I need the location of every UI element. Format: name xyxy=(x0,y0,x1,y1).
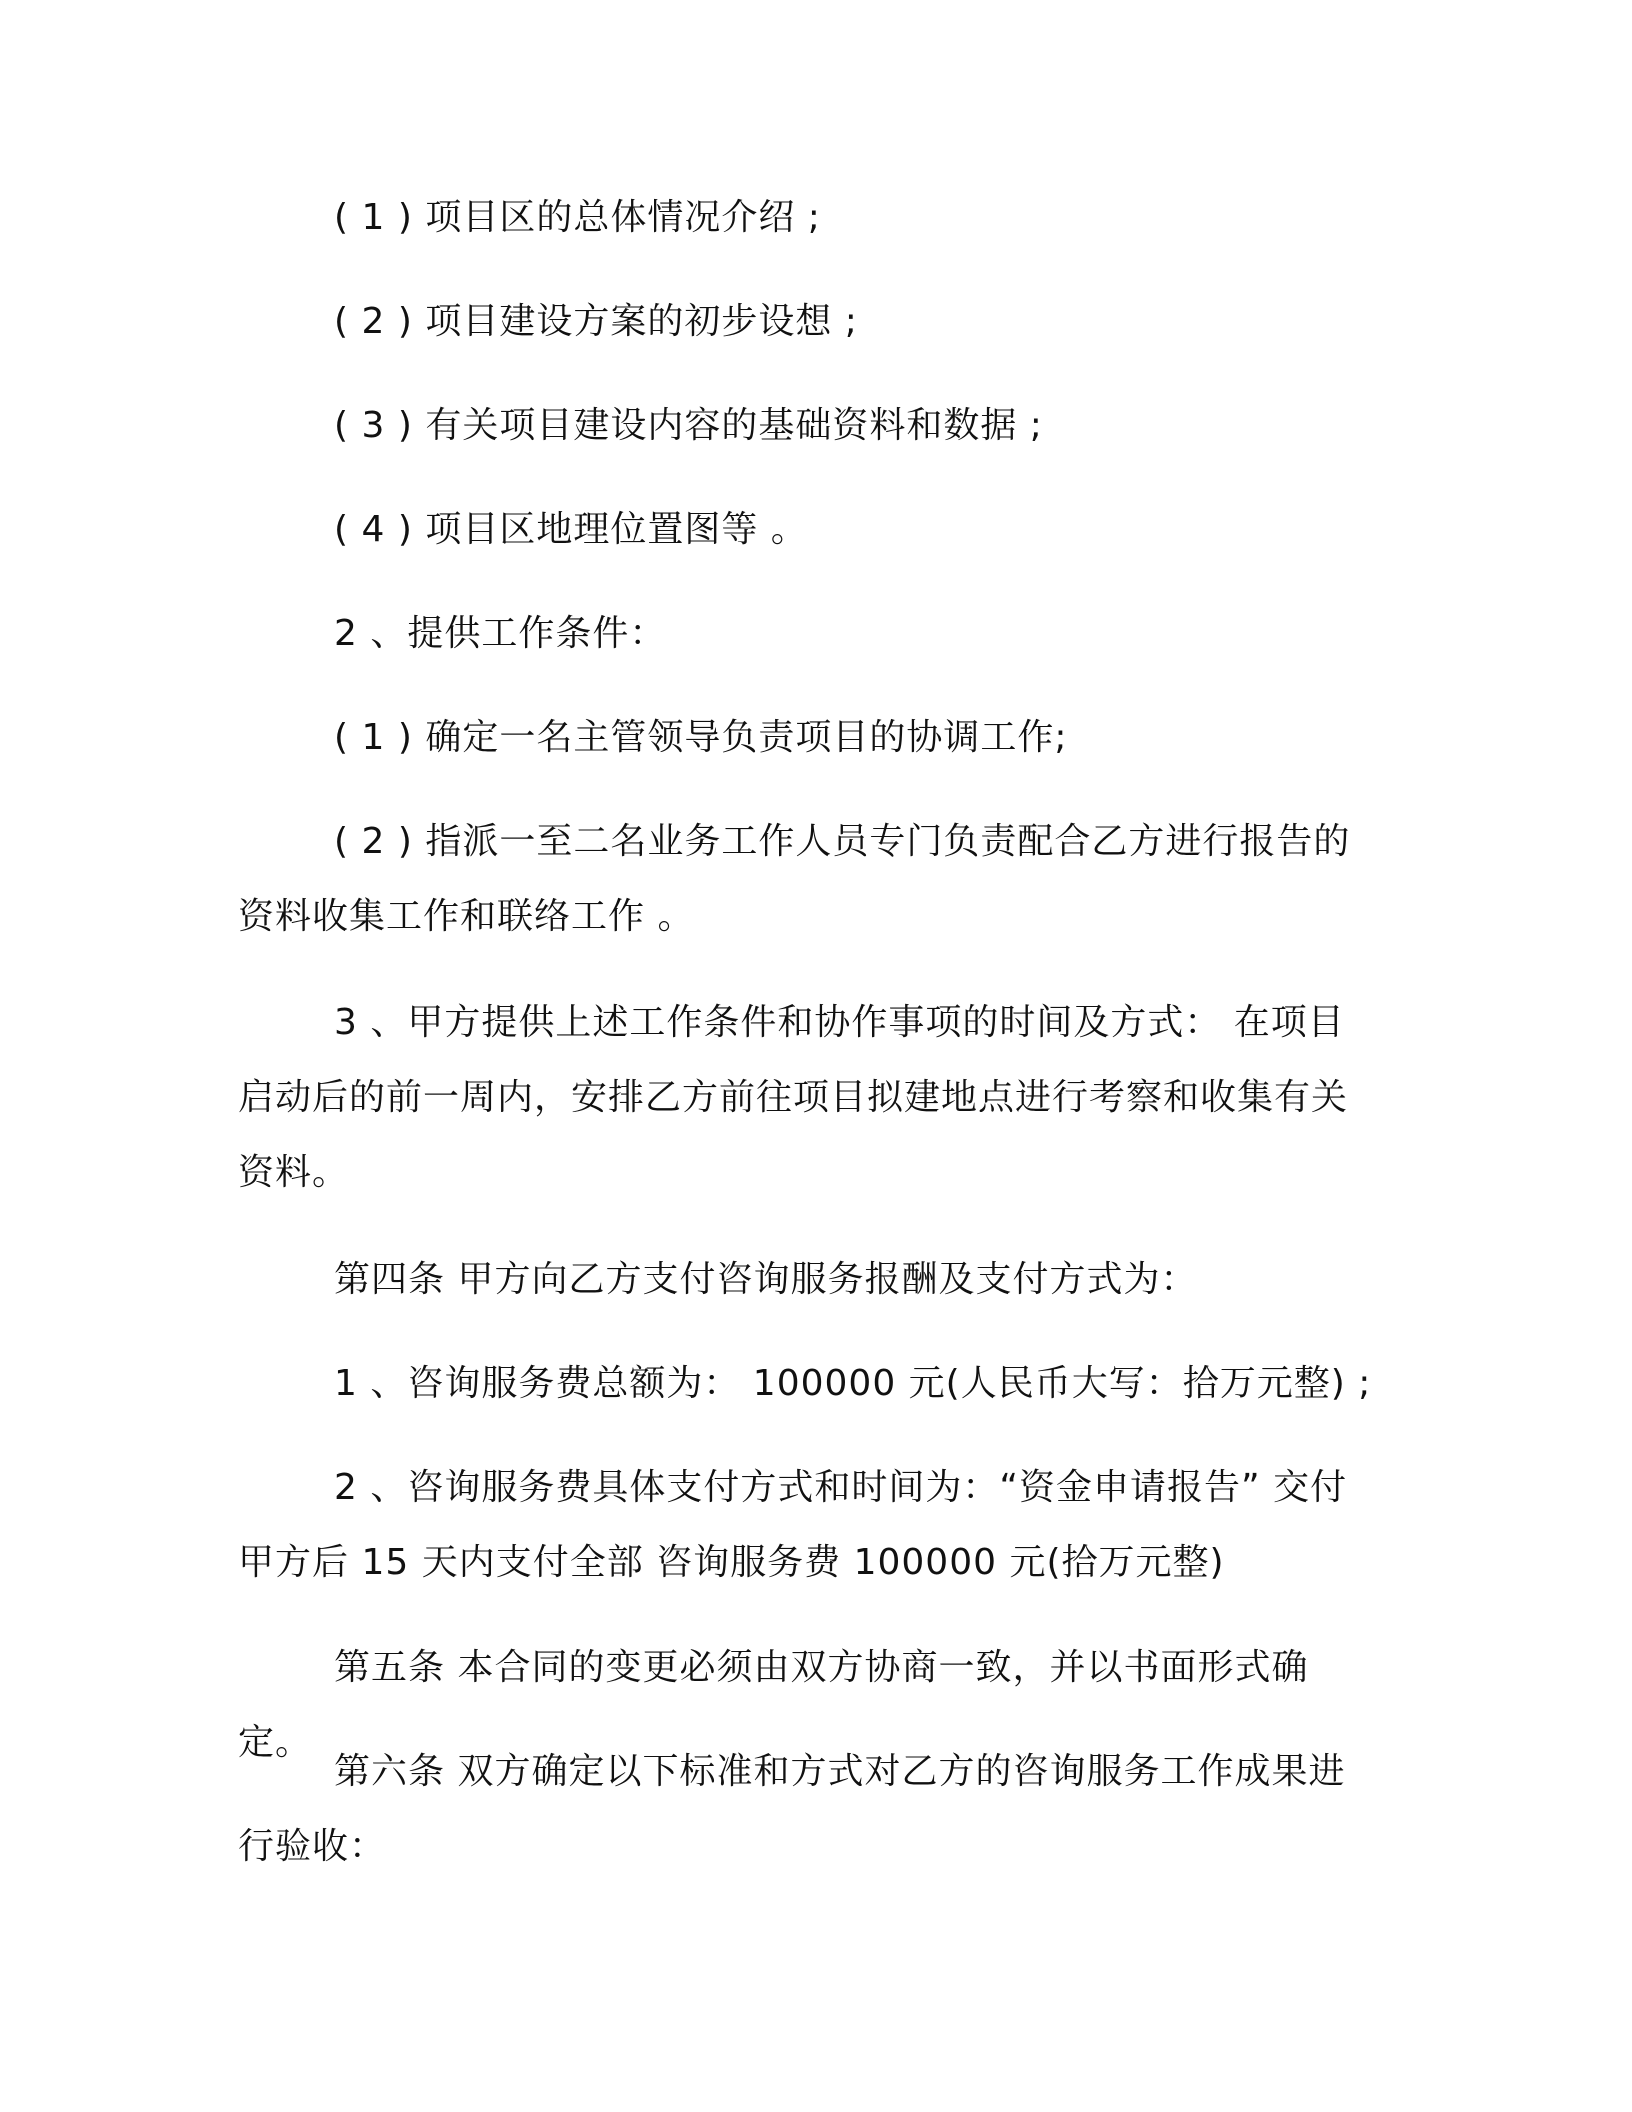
paragraph-item-4: ( 4 ) 项目区地理位置图等 。 xyxy=(334,509,808,550)
paragraph-provide-conditions: 2 、提供工作条件： xyxy=(334,613,667,654)
paragraph-article-4: 第四条 甲方向乙方支付咨询服务报酬及支付方式为： xyxy=(334,1259,1198,1300)
paragraph-item-3: ( 3 ) 有关项目建设内容的基础资料和数据 ; xyxy=(334,405,1043,446)
paragraph-condition-3: 3 、甲方提供上述工作条件和协作事项的时间及方式： 在项目启动后的前一周内，安排乙方前往项目拟建地点进行考察和收集有关资料。 xyxy=(238,1002,1349,1193)
paragraph-article-6: 第六条 双方确定以下标准和方式对乙方的咨询服务工作成果进行验收： xyxy=(238,1751,1346,1867)
paragraph-article-5: 第五条 本合同的变更必须由双方协商一致，并以书面形式确定。 xyxy=(238,1647,1309,1763)
paragraph-item-2: ( 2 ) 项目建设方案的初步设想 ; xyxy=(334,301,858,342)
paragraph-fee-total: 1 、咨询服务费总额为： 100000 元(人民币大写：拾万元整) ; xyxy=(334,1363,1372,1404)
paragraph-item-1: ( 1 ) 项目区的总体情况介绍 ; xyxy=(334,197,821,238)
paragraph-condition-1: ( 1 ) 确定一名主管领导负责项目的协调工作; xyxy=(334,717,1068,758)
paragraph-fee-payment: 2 、咨询服务费具体支付方式和时间为：“资金申请报告” 交付甲方后 15 天内支付全部 咨询服务费 100000 元(拾万元整) xyxy=(238,1467,1348,1583)
paragraph-condition-2: ( 2 ) 指派一至二名业务工作人员专门负责配合乙方进行报告的资料收集工作和联络工作 。 xyxy=(238,821,1351,937)
